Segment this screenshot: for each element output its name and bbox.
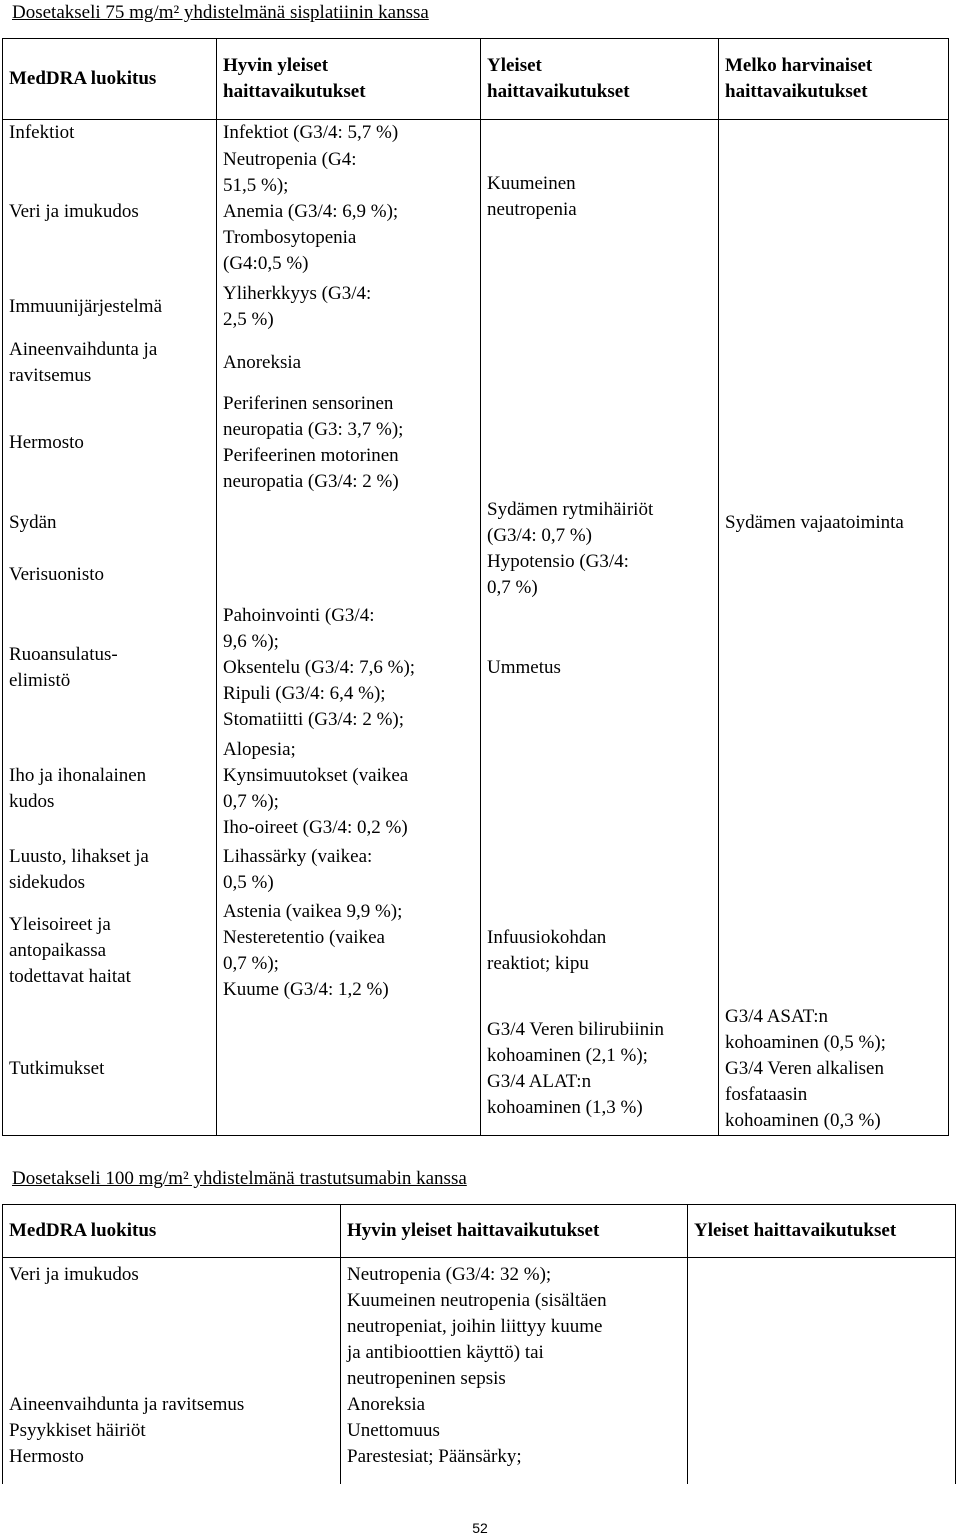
cell-common [688, 1418, 956, 1444]
header-common: Yleiset haittavaikutukset [481, 39, 719, 120]
table-row [3, 120, 949, 147]
table-row [3, 497, 949, 549]
cell-very-common: Unettomuus [341, 1418, 688, 1444]
cell-common [481, 278, 719, 336]
table-row [3, 1392, 956, 1418]
cell-common: Kuumeinen neutropenia [481, 147, 719, 278]
cell-soc: Ruoansulatus- elimistö [3, 602, 217, 735]
cell-uncommon [719, 735, 949, 843]
cell-uncommon: Sydämen vajaatoiminta [719, 497, 949, 549]
cell-uncommon [719, 898, 949, 1004]
cell-very-common: Periferinen sensorinen neuropatia (G3: 3,7 %); Perifeerinen motorinen neuropatia (G3/4: 2 %) [217, 390, 481, 497]
table-row [3, 549, 949, 602]
header-common: Yleiset haittavaikutukset [688, 1205, 956, 1258]
table1-caption: Dosetakseli 75 mg/m² yhdistelmänä sisplatiinin kanssa [12, 2, 429, 23]
table-row [3, 336, 949, 390]
cell-common: G3/4 Veren bilirubiinin kohoaminen (2,1 %); G3/4 ALAT:n kohoaminen (1,3 %) [481, 1004, 719, 1136]
cell-soc: Veri ja imukudos [3, 1258, 341, 1393]
table-row [3, 1004, 949, 1136]
cell-uncommon [719, 147, 949, 278]
header-uncommon: Melko harvinaiset haittavaikutukset [719, 39, 949, 120]
table-row [3, 898, 949, 1004]
adverse-reactions-table-100 [2, 1204, 956, 1484]
cell-very-common: Parestesiat; Päänsärky; [341, 1444, 688, 1484]
table-row [3, 735, 949, 843]
cell-soc: Tutkimukset [3, 1004, 217, 1136]
header-very-common: Hyvin yleiset haittavaikutukset [341, 1205, 688, 1258]
cell-very-common [217, 1004, 481, 1136]
table2-caption: Dosetakseli 100 mg/m² yhdistelmänä trastutsumabin kanssa [12, 1168, 467, 1189]
header-meddra: MedDRA luokitus [3, 39, 217, 120]
cell-common [481, 735, 719, 843]
cell-common [481, 843, 719, 898]
cell-very-common: Lihassärky (vaikea: 0,5 %) [217, 843, 481, 898]
table-row [3, 1444, 956, 1484]
cell-soc: Immuunijärjestelmä [3, 278, 217, 336]
cell-very-common: Neutropenia (G3/4: 32 %); Kuumeinen neutropenia (sisältäen neutropeniat, joihin liittyy kuume ja antibioottien käyttö) tai neutropeninen sepsis [341, 1258, 688, 1393]
cell-soc: Sydän [3, 497, 217, 549]
cell-soc: Aineenvaihdunta ja ravitsemus [3, 1392, 341, 1418]
cell-soc: Iho ja ihonalainen kudos [3, 735, 217, 843]
cell-uncommon [719, 602, 949, 735]
cell-common [481, 336, 719, 390]
cell-soc: Infektiot [3, 120, 217, 147]
cell-soc: Hermosto [3, 390, 217, 497]
cell-uncommon [719, 390, 949, 497]
cell-very-common: Pahoinvointi (G3/4: 9,6 %); Oksentelu (G3/4: 7,6 %); Ripuli (G3/4: 6,4 %); Stomatiitti (G3/4: 2 %); [217, 602, 481, 735]
page-number: 52 [472, 1520, 488, 1536]
cell-common [688, 1392, 956, 1418]
cell-very-common: Infektiot (G3/4: 5,7 %) [217, 120, 481, 147]
cell-common: Infuusiokohdan reaktiot; kipu [481, 898, 719, 1004]
cell-common [688, 1444, 956, 1484]
cell-uncommon: G3/4 ASAT:n kohoaminen (0,5 %); G3/4 Veren alkalisen fosfataasin kohoaminen (0,3 %) [719, 1004, 949, 1136]
cell-common: Hypotensio (G3/4: 0,7 %) [481, 549, 719, 602]
table-row [3, 1418, 956, 1444]
cell-very-common: Yliherkkyys (G3/4: 2,5 %) [217, 278, 481, 336]
table-row [3, 1258, 956, 1393]
cell-uncommon [719, 120, 949, 147]
table-row [3, 390, 949, 497]
cell-very-common: Anoreksia [341, 1392, 688, 1418]
table-row [3, 147, 949, 278]
cell-very-common: Neutropenia (G4: 51,5 %); Anemia (G3/4: 6,9 %); Trombosytopenia (G4:0,5 %) [217, 147, 481, 278]
cell-soc: Psyykkiset häiriöt [3, 1418, 341, 1444]
cell-soc: Yleisoireet ja antopaikassa todettavat haitat [3, 898, 217, 1004]
cell-uncommon [719, 278, 949, 336]
cell-soc: Hermosto [3, 1444, 341, 1484]
cell-common: Ummetus [481, 602, 719, 735]
cell-very-common: Alopesia; Kynsimuutokset (vaikea 0,7 %); Iho-oireet (G3/4: 0,2 %) [217, 735, 481, 843]
cell-soc: Aineenvaihdunta ja ravitsemus [3, 336, 217, 390]
table-row [3, 278, 949, 336]
cell-common [481, 120, 719, 147]
cell-very-common: Astenia (vaikea 9,9 %); Nesteretentio (vaikea 0,7 %); Kuume (G3/4: 1,2 %) [217, 898, 481, 1004]
cell-soc: Veri ja imukudos [3, 147, 217, 278]
cell-uncommon [719, 549, 949, 602]
cell-common: Sydämen rytmihäiriöt (G3/4: 0,7 %) [481, 497, 719, 549]
header-very-common: Hyvin yleiset haittavaikutukset [217, 39, 481, 120]
cell-soc: Verisuonisto [3, 549, 217, 602]
cell-uncommon [719, 843, 949, 898]
cell-very-common: Anoreksia [217, 336, 481, 390]
cell-soc: Luusto, lihakset ja sidekudos [3, 843, 217, 898]
cell-very-common [217, 497, 481, 549]
cell-very-common [217, 549, 481, 602]
cell-common [481, 390, 719, 497]
header-meddra: MedDRA luokitus [3, 1205, 341, 1258]
table-row [3, 843, 949, 898]
cell-uncommon [719, 336, 949, 390]
table-row [3, 602, 949, 735]
adverse-reactions-table-75 [2, 38, 949, 1136]
cell-common [688, 1258, 956, 1393]
